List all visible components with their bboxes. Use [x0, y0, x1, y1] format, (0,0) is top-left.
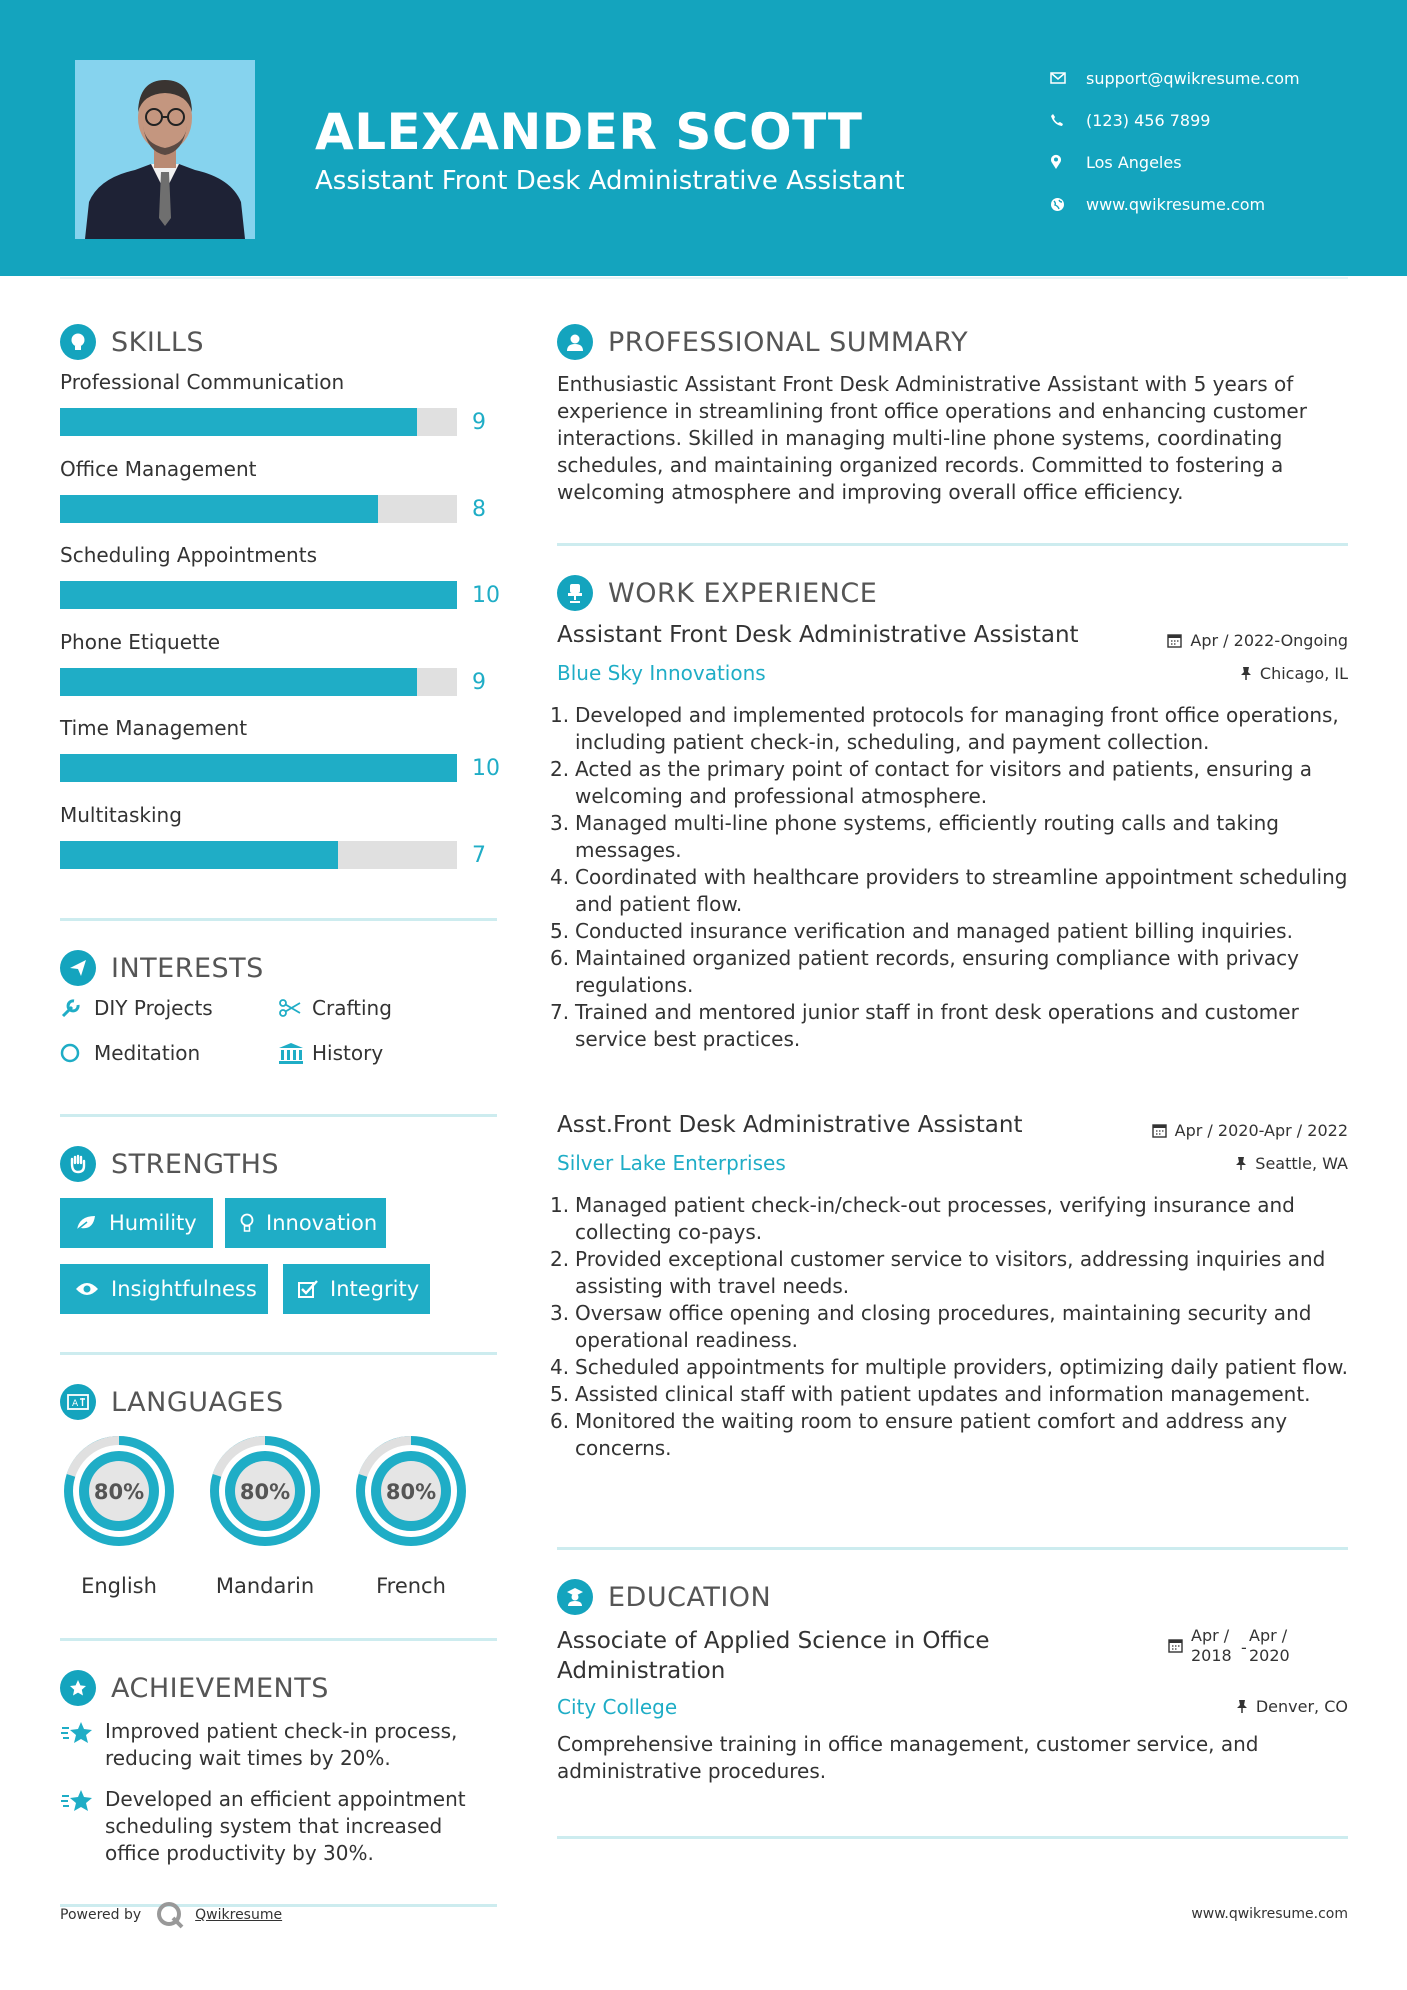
job-dates — [1167, 631, 1348, 650]
svg-text:A: A — [72, 1399, 79, 1409]
interests-heading — [60, 950, 264, 986]
language-percent: 80% — [93, 1480, 145, 1504]
resume-header — [0, 0, 1407, 276]
duty-text: Developed and implemented protocols for managing front office operations, including patient check-in, scheduling, and payment collection. — [575, 703, 1339, 754]
raised-hand-icon — [60, 1146, 96, 1182]
duty-text: Scheduled appointments for multiple providers, optimizing daily patient flow. — [575, 1355, 1348, 1379]
duty-text: Managed multi-line phone systems, efficiently routing calls and taking messages. — [575, 811, 1279, 862]
interest-label: DIY Projects — [94, 996, 213, 1020]
paper-plane-icon — [60, 950, 96, 986]
summary-heading — [557, 324, 968, 360]
language-item — [350, 1430, 472, 1598]
job-title: Assistant Front Desk Administrative Assistant — [557, 622, 1079, 648]
duty-item: 2. Acted as the primary point of contact for visitors and patients, ensuring a welcoming and professional atmosphere. — [550, 756, 1350, 810]
language-donut — [58, 1430, 180, 1552]
strength-badge — [283, 1264, 430, 1314]
contact-location-text: Los Angeles — [1086, 152, 1182, 172]
contact-website[interactable] — [1050, 183, 1300, 225]
language-name: Mandarin — [215, 1574, 315, 1598]
experience-heading — [557, 575, 877, 611]
strength-badge — [60, 1198, 213, 1248]
job-company: Silver Lake Enterprises — [557, 1151, 786, 1175]
achievement-item — [60, 1718, 500, 1772]
education-location-text: Denver, CO — [1255, 1697, 1348, 1716]
duty-text: Trained and mentored junior staff in front desk operations and customer service best practices. — [575, 1000, 1299, 1051]
skill-bar — [60, 754, 457, 782]
interest-item — [60, 996, 213, 1020]
job-title: Asst.Front Desk Administrative Assistant — [557, 1112, 1023, 1138]
skill-value: 10 — [472, 583, 500, 609]
circle-icon — [60, 1042, 94, 1064]
user-icon — [557, 324, 593, 360]
pushpin-icon — [1235, 1156, 1247, 1171]
job-duties — [550, 1192, 1350, 1462]
skill-name: Multitasking — [60, 802, 182, 827]
job-location-text: Chicago, IL — [1259, 664, 1348, 683]
duty-text: Conducted insurance verification and managed patient billing inquiries. — [575, 919, 1293, 943]
skill-bar — [60, 581, 457, 609]
interest-label: Meditation — [94, 1041, 201, 1065]
education-heading — [557, 1579, 771, 1615]
envelope-icon — [1050, 72, 1086, 84]
contact-phone-text: (123) 456 7899 — [1086, 110, 1211, 130]
translation-icon — [60, 1384, 96, 1420]
education-start: Apr / 2018 — [1191, 1626, 1232, 1665]
interest-label: Crafting — [312, 996, 392, 1020]
language-percent: 80% — [239, 1480, 291, 1504]
strengths-title: STRENGTHS — [111, 1148, 280, 1180]
summary-text: Enthusiastic Assistant Front Desk Administrative Assistant with 5 years of experience in streamlining front office operations and enhancing customer interactions. Skilled in managing multi-line phone systems, coordinating schedules, and maintaining organized records. Committed to fostering a welcoming atmosphere and improving overall office efficiency. — [557, 372, 1307, 504]
qwikresume-link[interactable]: Qwikresume — [195, 1907, 283, 1923]
job-dates — [1152, 1121, 1348, 1140]
duty-item: 6. Monitored the waiting room to ensure patient comfort and address any concerns. — [550, 1408, 1350, 1462]
graduate-icon — [557, 1579, 593, 1615]
language-donut — [204, 1430, 326, 1552]
education-description: Comprehensive training in office management, customer service, and administrative procedures. — [557, 1732, 1259, 1783]
achievements-heading — [60, 1670, 329, 1706]
job-dates-text: Apr / 2020-Apr / 2022 — [1174, 1121, 1348, 1140]
duty-text: Monitored the waiting room to ensure patient comfort and address any concerns. — [575, 1409, 1288, 1460]
duty-item: 3. Managed multi-line phone systems, efficiently routing calls and taking messages. — [550, 810, 1350, 864]
language-percent: 80% — [385, 1480, 437, 1504]
section-divider — [60, 1352, 497, 1355]
education-title: EDUCATION — [608, 1581, 772, 1613]
duty-item: 7. Trained and mentored junior staff in front desk operations and customer service best practices. — [550, 999, 1350, 1053]
skill-bar-fill — [60, 668, 417, 696]
skill-bar — [60, 495, 457, 523]
skill-name: Professional Communication — [60, 370, 345, 394]
duty-item: 2. Provided exceptional customer service to visitors, addressing inquiries and assisting with travel needs. — [550, 1246, 1350, 1300]
globe-icon — [1050, 197, 1086, 212]
interest-item — [60, 1041, 200, 1065]
skill-value: 9 — [472, 410, 486, 435]
education-location — [1236, 1697, 1348, 1716]
contact-list — [1050, 57, 1300, 225]
section-divider — [557, 1836, 1348, 1839]
language-item — [204, 1430, 326, 1598]
skill-item — [60, 630, 510, 717]
job-location — [1240, 664, 1348, 683]
strength-label: Integrity — [330, 1277, 420, 1301]
calendar-icon — [1152, 1123, 1167, 1138]
skill-bar-fill — [60, 408, 417, 436]
education-dash: - — [1241, 1638, 1247, 1657]
interest-item — [278, 1041, 383, 1065]
office-chair-icon — [557, 575, 593, 611]
duty-text: Provided exceptional customer service to visitors, addressing inquiries and assisting with travel needs. — [575, 1247, 1326, 1298]
achievements-title: ACHIEVEMENTS — [111, 1672, 329, 1704]
duty-item: 4. Scheduled appointments for multiple providers, optimizing daily patient flow. — [550, 1355, 1348, 1379]
education-dates — [1168, 1626, 1299, 1666]
job-dates-text: Apr / 2022-Ongoing — [1190, 631, 1348, 650]
skill-item — [60, 457, 510, 544]
language-donut — [350, 1430, 472, 1552]
powered-by-text: Powered by — [60, 1907, 142, 1923]
job-company: Blue Sky Innovations — [557, 661, 766, 685]
education-school: City College — [557, 1695, 678, 1719]
skill-item — [60, 543, 510, 630]
interest-item — [278, 996, 392, 1020]
skill-bar — [60, 841, 457, 869]
skill-name: Scheduling Appointments — [60, 543, 317, 568]
language-item — [58, 1430, 180, 1598]
contact-email[interactable] — [1050, 57, 1300, 99]
achievement-text: Improved patient check-in process, reducing wait times by 20%. — [105, 1719, 458, 1770]
contact-phone[interactable] — [1050, 99, 1300, 141]
interests-title: INTERESTS — [111, 952, 264, 984]
duty-text: Assisted clinical staff with patient updates and information management. — [575, 1382, 1311, 1406]
job-location — [1235, 1154, 1348, 1173]
education-degree: Associate of Applied Science in Office Administration — [557, 1628, 990, 1684]
language-name: French — [376, 1574, 446, 1598]
duty-item: 1. Developed and implemented protocols for managing front office operations, including patient check-in, scheduling, and payment collection. — [550, 702, 1350, 756]
duty-text: Maintained organized patient records, ensuring compliance with privacy regulations. — [575, 946, 1300, 997]
strength-badge — [225, 1198, 386, 1248]
skill-name: Phone Etiquette — [60, 629, 221, 654]
strength-label: Insightfulness — [111, 1277, 257, 1301]
experience-title: WORK EXPERIENCE — [608, 577, 878, 609]
scissors-icon — [278, 999, 312, 1017]
duty-text: Coordinated with healthcare providers to streamline appointment scheduling and patient flow. — [575, 865, 1348, 916]
pushpin-icon — [1240, 666, 1252, 681]
skill-name: Time Management — [60, 716, 248, 741]
languages-title: LANGUAGES — [111, 1386, 284, 1418]
strength-badge — [60, 1264, 268, 1314]
skill-item — [60, 803, 510, 890]
star-badge-icon — [60, 1670, 96, 1706]
languages-heading — [60, 1384, 284, 1420]
section-divider — [557, 1547, 1348, 1550]
calendar-icon — [1167, 633, 1182, 648]
powered-by — [60, 1900, 282, 1930]
candidate-name: ALEXANDER SCOTT — [315, 103, 863, 161]
pushpin-icon — [1236, 1699, 1248, 1714]
profile-photo — [75, 60, 255, 239]
contact-location — [1050, 141, 1300, 183]
skill-bar-fill — [60, 841, 338, 869]
duty-item: 5. Conducted insurance verification and managed patient billing inquiries. — [550, 919, 1293, 943]
skill-bar — [60, 668, 457, 696]
skill-name: Office Management — [60, 456, 257, 481]
lightbulb-icon — [240, 1213, 254, 1233]
skill-bar — [60, 408, 457, 436]
skill-value: 7 — [472, 842, 486, 868]
calendar-icon — [1168, 1626, 1183, 1666]
duty-item: 3. Oversaw office opening and closing procedures, maintaining security and operational readiness. — [550, 1300, 1350, 1354]
achievement-item — [60, 1786, 500, 1867]
contact-email-text: support@qwikresume.com — [1086, 68, 1300, 88]
job-duties — [550, 702, 1350, 1053]
duty-text: Managed patient check-in/check-out processes, verifying insurance and collecting co-pays. — [575, 1193, 1295, 1244]
section-divider — [557, 543, 1348, 546]
summary-title: PROFESSIONAL SUMMARY — [608, 326, 969, 358]
museum-icon — [278, 1042, 312, 1064]
leaf-icon — [75, 1214, 97, 1232]
footer-website[interactable]: www.qwikresume.com — [1191, 1906, 1348, 1922]
phone-icon — [1050, 113, 1086, 127]
interest-label: History — [312, 1041, 384, 1065]
contact-website-text: www.qwikresume.com — [1086, 194, 1266, 214]
wrench-icon — [60, 997, 94, 1019]
duty-item: 6. Maintained organized patient records, ensuring compliance with privacy regulations. — [550, 945, 1350, 999]
qwikresume-logo-icon — [155, 1900, 185, 1930]
duty-text: Acted as the primary point of contact for visitors and patients, ensuring a welcoming and professional atmosphere. — [575, 757, 1313, 808]
eye-icon — [75, 1281, 99, 1297]
strength-label: Humility — [109, 1211, 197, 1235]
candidate-role: Assistant Front Desk Administrative Assistant — [315, 166, 905, 196]
star-icon — [60, 1718, 105, 1772]
skill-item — [60, 370, 510, 457]
star-icon — [60, 1786, 105, 1867]
education-end: Apr / 2020 — [1249, 1626, 1290, 1665]
section-divider — [60, 918, 497, 921]
duty-item: 5. Assisted clinical staff with patient updates and information management. — [550, 1382, 1311, 1406]
duty-item: 1. Managed patient check-in/check-out processes, verifying insurance and collecting co-pays. — [550, 1192, 1350, 1246]
skill-bar-fill — [60, 495, 378, 523]
skills-list — [60, 370, 510, 890]
map-pin-icon — [1050, 154, 1086, 170]
section-divider — [60, 1638, 497, 1641]
skills-title: SKILLS — [111, 326, 205, 358]
skill-value: 9 — [472, 669, 486, 695]
job-location-text: Seattle, WA — [1255, 1154, 1348, 1173]
strength-label: Innovation — [266, 1211, 378, 1235]
achievement-text: Developed an efficient appointment scheduling system that increased office productivity by 30%. — [105, 1787, 466, 1865]
checkbox-icon — [298, 1280, 318, 1298]
skill-bar-fill — [60, 754, 457, 782]
skill-bar-fill — [60, 581, 457, 609]
lightbulb-icon — [60, 324, 96, 360]
skill-item — [60, 716, 510, 803]
strengths-heading — [60, 1146, 279, 1182]
duty-item: 4. Coordinated with healthcare providers to streamline appointment scheduling and patient flow. — [550, 864, 1350, 918]
section-divider — [60, 1114, 497, 1117]
skill-value: 8 — [472, 496, 486, 522]
header-divider — [60, 277, 1348, 279]
duty-text: Oversaw office opening and closing procedures, maintaining security and operational readiness. — [575, 1301, 1312, 1352]
skills-heading — [60, 324, 204, 360]
skill-value: 10 — [472, 756, 500, 782]
language-name: English — [81, 1574, 157, 1598]
